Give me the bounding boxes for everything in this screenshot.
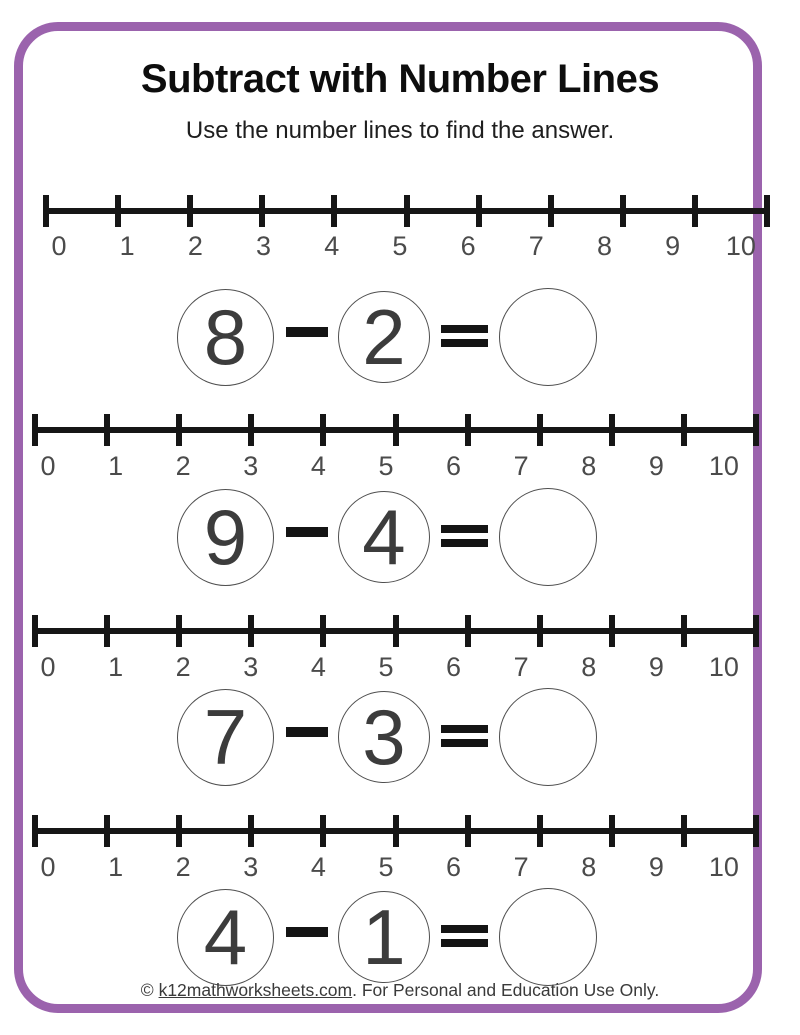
equals-bar [441,539,488,547]
tick-label: 4 [310,652,326,682]
tick-label: 4 [310,451,326,481]
answer-circle[interactable] [499,888,597,986]
number-line-labels [30,451,742,481]
equals-operator-icon [441,525,488,547]
equals-bar [441,339,488,347]
problem-row [177,687,597,787]
minuend-value: 4 [203,892,248,981]
equals-operator-icon [441,925,488,947]
footer-suffix: . For Personal and Education Use Only. [352,980,660,1000]
problem-row [177,887,597,987]
minuend-circle [177,289,274,386]
number-line-track [32,413,759,447]
footer-link[interactable]: k12mathworksheets.com [158,980,353,1000]
equals-bar [441,725,488,733]
tick-label: 8 [596,231,613,261]
tick-label: 10 [725,231,756,261]
tick-label: 0 [40,451,56,481]
tick-label: 5 [378,852,394,882]
number-line-labels [30,852,742,882]
tick-label: 2 [175,652,191,682]
subtrahend-value: 3 [362,692,406,781]
tick-label: 6 [446,652,462,682]
number-line-labels [30,652,742,682]
subtrahend-value: 2 [362,292,406,381]
subtrahend-value: 4 [362,492,406,581]
equals-bar [441,939,488,947]
tick-label: 1 [108,852,124,882]
tick-label: 8 [581,652,597,682]
tick-label: 7 [513,451,529,481]
number-line-track [32,614,759,648]
problem-row [177,487,597,587]
subtrahend-circle [338,291,430,383]
tick-label: 10 [708,652,739,682]
tick-label: 1 [108,652,124,682]
tick-label: 9 [648,652,664,682]
minus-operator-icon [286,927,328,937]
minuend-circle [177,689,274,786]
minuend-circle [177,489,274,586]
tick-label: 8 [581,451,597,481]
tick-label: 3 [243,652,259,682]
equals-operator-icon [441,725,488,747]
tick-label: 10 [708,451,739,481]
minuend-value: 9 [203,492,248,581]
subtrahend-circle [338,891,430,983]
footer-copyright [0,980,800,1001]
number-line-track [43,194,770,228]
tick-label: 1 [108,451,124,481]
tick-label: 2 [175,852,191,882]
tick-label: 3 [243,852,259,882]
copyright-prefix: © [140,980,159,1000]
number-line-labels [41,231,759,261]
answer-circle[interactable] [499,488,597,586]
number-line-track [32,814,759,848]
tick-label: 9 [648,852,664,882]
tick-label: 3 [243,451,259,481]
subtrahend-circle [338,491,430,583]
minus-operator-icon [286,527,328,537]
tick-label: 2 [175,451,191,481]
minuend-circle [177,889,274,986]
tick-label: 7 [513,852,529,882]
tick-label: 5 [378,451,394,481]
tick-label: 8 [581,852,597,882]
tick-label: 7 [513,652,529,682]
tick-label: 7 [528,231,544,261]
problem-row [177,287,597,387]
tick-label: 10 [708,852,739,882]
tick-label: 9 [665,231,681,261]
tick-label: 5 [392,231,408,261]
tick-label: 1 [119,231,135,261]
tick-label: 6 [460,231,476,261]
tick-label: 4 [310,852,326,882]
tick-label: 2 [187,231,203,261]
minuend-value: 7 [203,692,248,781]
subtrahend-value: 1 [362,892,406,981]
tick-label: 0 [51,231,67,261]
tick-label: 6 [446,852,462,882]
tick-label: 4 [324,231,340,261]
subtrahend-circle [338,691,430,783]
equals-bar [441,325,488,333]
tick-label: 3 [256,231,272,261]
tick-label: 6 [446,451,462,481]
tick-label: 0 [40,652,56,682]
minus-operator-icon [286,727,328,737]
equals-bar [441,525,488,533]
tick-label: 5 [378,652,394,682]
minuend-value: 8 [203,292,248,381]
minus-operator-icon [286,327,328,337]
instructions-text: Use the number lines to find the answer. [185,117,615,144]
answer-circle[interactable] [499,688,597,786]
tick-label: 9 [648,451,664,481]
equals-operator-icon [441,325,488,347]
tick-label: 0 [40,852,56,882]
page-title: Subtract with Number Lines [140,57,660,101]
equals-bar [441,925,488,933]
answer-circle[interactable] [499,288,597,386]
equals-bar [441,739,488,747]
